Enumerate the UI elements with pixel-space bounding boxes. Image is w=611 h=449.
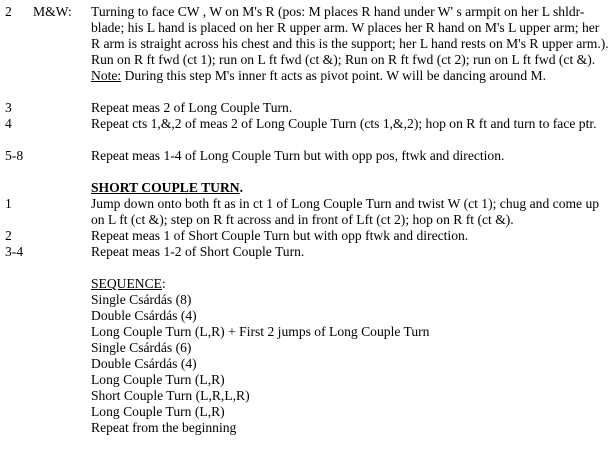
step-description: Jump down onto both ft as in ct 1 of Long Couple Turn and twist W (ct 1); chug and come up on L ft (ct &); step on R ft across and in front of Lft (ct 2); hop on R ft (ct &).: [91, 196, 600, 227]
step-description: Repeat meas 1 of Short Couple Turn but with opp ftwk and direction.: [91, 228, 469, 243]
sequence-item: Repeat from the beginning: [91, 420, 237, 435]
measure-number: 2: [5, 4, 12, 19]
sequence-heading: SEQUENCE: [91, 276, 162, 291]
heading-suffix: .: [239, 180, 243, 195]
dancer-label: M&W:: [33, 4, 72, 19]
sequence-item: Double Csárdás (4): [91, 356, 197, 371]
sequence-item: Single Csárdás (8): [91, 292, 192, 307]
step-text: Turning to face CW , W on M's R (pos: M places R hand under W' s armpit on her L shldr-blade; his L hand is placed on her R upper arm. W places her R hand on M's L upper arm; her R arm is straight across his chest and this is the support; her L hand rests on M's R upper arm.). Run on R ft fwd (ct 1); run on L ft fwd (ct &); Run on R ft fwd (ct 2); run on L ft fwd (ct &).: [91, 4, 609, 67]
step-description: Repeat cts 1,&,2 of meas 2 of Long Couple Turn (cts 1,&,2); hop on R ft and turn to face ptr.: [91, 116, 597, 131]
step-description: Repeat meas 2 of Long Couple Turn.: [91, 100, 293, 115]
section-heading: SHORT COUPLE TURN: [91, 180, 240, 195]
measure-number: 4: [5, 116, 12, 131]
measure-number: 5-8: [5, 148, 24, 163]
measure-number: 2: [5, 228, 12, 243]
measure-number: 3: [5, 100, 12, 115]
sequence-heading-line: [91, 276, 166, 292]
sequence-item: Double Csárdás (4): [91, 308, 197, 323]
heading-suffix: :: [162, 276, 166, 291]
measure-number: 3-4: [5, 244, 24, 259]
note-label: Note:: [91, 68, 122, 83]
measure-number: 1: [5, 196, 12, 211]
sequence-item: Short Couple Turn (L,R,L,R): [91, 388, 250, 403]
step-description: Repeat meas 1-4 of Long Couple Turn but with opp pos, ftwk and direction.: [91, 148, 505, 163]
step-description: [91, 4, 609, 84]
sequence-item: Long Couple Turn (L,R) + First 2 jumps of Long Couple Turn: [91, 324, 430, 339]
note-text: During this step M's inner ft acts as pivot point. W will be dancing around M.: [121, 68, 547, 83]
sequence-item: Long Couple Turn (L,R): [91, 404, 225, 419]
sequence-item: Single Csárdás (6): [91, 340, 192, 355]
sequence-item: Long Couple Turn (L,R): [91, 372, 225, 387]
step-description: Repeat meas 1-2 of Short Couple Turn.: [91, 244, 305, 259]
